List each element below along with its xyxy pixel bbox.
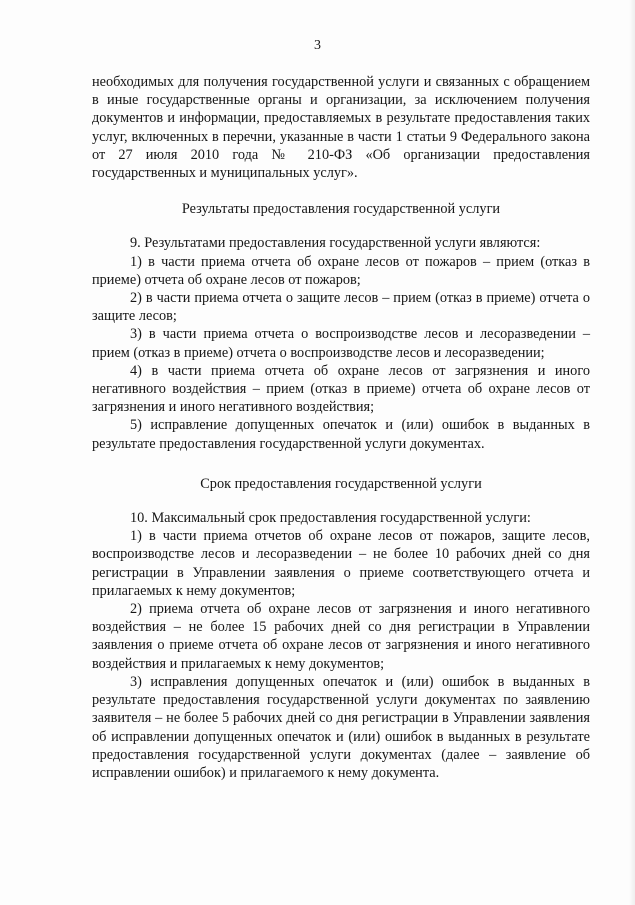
section-heading-term: Срок предоставления государственной услуги xyxy=(200,475,482,492)
results-item-2: 2) в части приема отчета о защите лесов – прием (отказ в приеме) отчета о защите лесов; xyxy=(92,290,590,325)
results-item-5: 5) исправление допущенных опечаток и (или) ошибок в выданных в результате предоставления государственной услуги документах. xyxy=(92,417,590,452)
results-lead: 9. Результатами предоставления государственной услуги являются: xyxy=(130,235,541,252)
results-item-3: 3) в части приема отчета о воспроизводстве лесов и лесоразведении – прием (отказ в приеме) отчета о воспроизводстве лесов и лесоразведении; xyxy=(92,326,590,361)
section-heading-results: Результаты предоставления государственной услуги xyxy=(181,201,501,218)
document-body xyxy=(92,73,590,782)
page-number: 3 xyxy=(314,38,321,53)
intro-paragraph: необходимых для получения государственной услуги и связанных с обращением в иные государственные органы и организации, за исключением получения документов и информации, предоставляемых в результате предоставления таких услуг, включенных в перечни, указанные в части 1 статьи 9 Федерального закона от 27 июля 2010 года № 210-ФЗ «Об организации предоставления государственных и муниципальных услуг». xyxy=(92,74,590,182)
term-item-1: 1) в части приема отчетов об охране лесов от пожаров, защите лесов, воспроизводстве лесов и лесоразведении – не более 10 рабочих дней со дня регистрации в Управлении заявления о приеме соответствующего отчета и прилагаемых к нему документов; xyxy=(92,528,590,599)
term-lead: 10. Максимальный срок предоставления государственной услуги: xyxy=(130,510,531,527)
page-edge-shadow xyxy=(629,0,635,905)
term-item-2: 2) приема отчета об охране лесов от загрязнения и иного негативного воздействия – не более 15 рабочих дней со дня регистрации в Управлении заявления о приеме отчета об охране лесов от загрязнения и иного негативного воздействия и прилагаемых к нему документов; xyxy=(92,601,590,672)
term-item-3: 3) исправления допущенных опечаток и (или) ошибок в выданных в результате предоставления государственной услуги документах по заявлению заявителя – не более 5 рабочих дней со дня регистрации в Управлении заявления об исправлении допущенных опечаток и (или) ошибок в выданных в результате предоставления государственной услуги документах (далее – заявление об исправлении ошибок) и прилагаемого к нему документа. xyxy=(92,673,590,781)
results-item-4: 4) в части приема отчета об охране лесов от загрязнения и иного негативного воздействия – прием (отказ в приеме) отчета об охране лесов от загрязнения и иного негативного воздействия; xyxy=(92,362,590,416)
results-item-1: 1) в части приема отчета об охране лесов от пожаров – прием (отказ в приеме) отчета об охране лесов от пожаров; xyxy=(92,253,590,288)
